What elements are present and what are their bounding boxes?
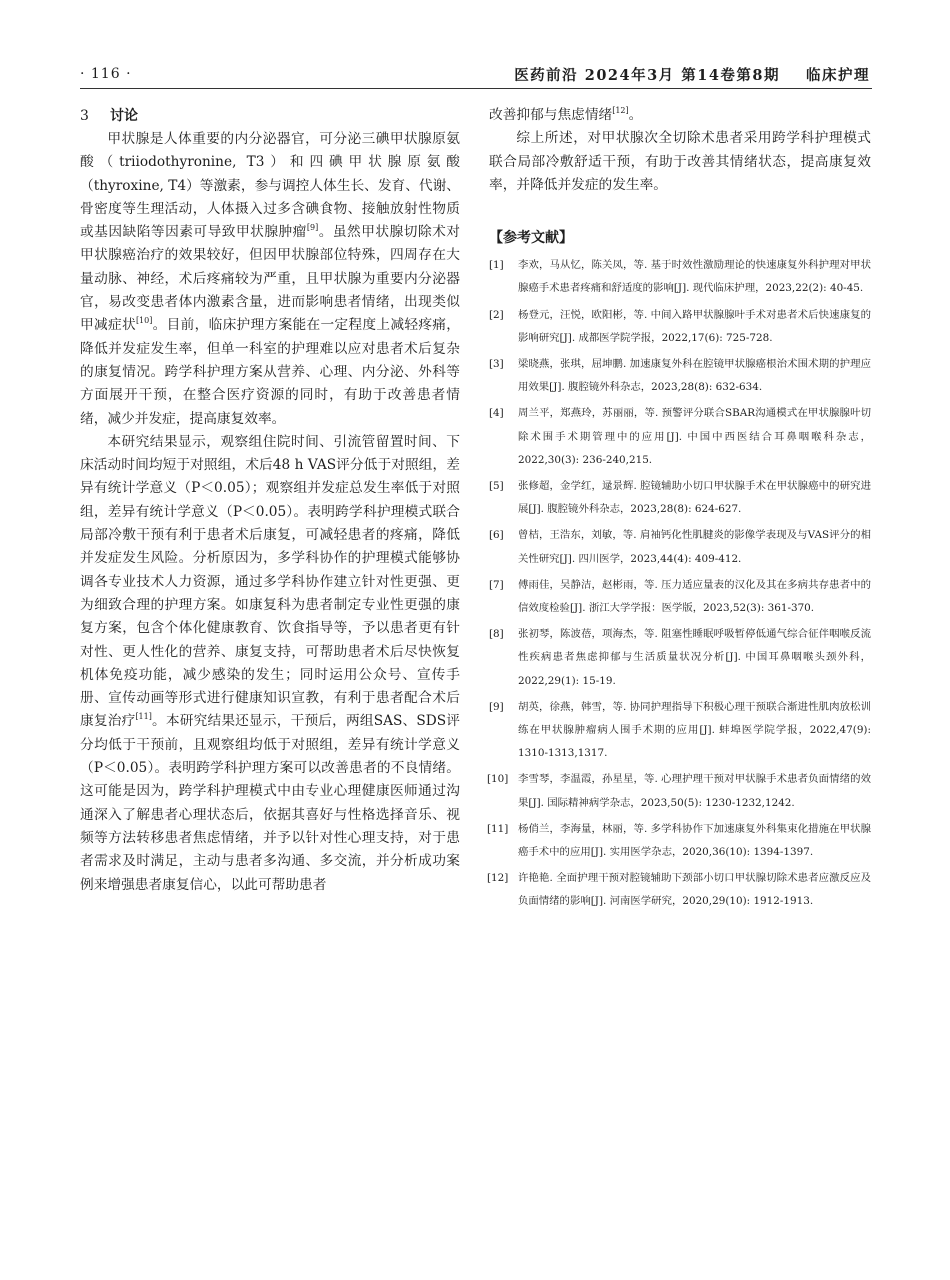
reference-number: [1] bbox=[489, 259, 504, 272]
reference-number: [9] bbox=[489, 700, 504, 713]
paragraph-text: 本研究结果显示，观察组住院时间、引流管留置时间、下床活动时间均短于对照组，术后48 h VAS评分低于对照组，差异有统计学意义（P＜0.05）；观察组并发症总发生率低于对照组，差异有统计学意义（P＜0.05）。表明跨学科护理模式联合局部冷敷干预有利于患者术后康复，可减轻患者的疼痛，降低并发症发生风险。分析原因为，多学科协作的护理模式能够协调各专业技术人力资源，通过多学科协作建立针对性更强、更为细致合理的护理方案。如康复科为患者制定专业性更强的康复方案，包含个体化健康教育、饮食指导等，予以患者更有针对性、更人性化的营养、康复支持，可帮助患者术后尽快恢复机体免疫功能，减少感染的发生；同时运用公众号、宣传手册、宣传动画等形式进行健康知识宣教，有利于患者配合术后康复治疗 bbox=[80, 433, 460, 730]
reference-text: 杨俏兰，李海量，林丽，等. 多学科协作下加速康复外科集束化措施在甲状腺癌手术中的应用[J]. 实用医学杂志，2020,36(10): 1394-1397. bbox=[518, 822, 871, 859]
section-heading bbox=[80, 104, 460, 128]
reference-number: [10] bbox=[487, 773, 509, 786]
reference-text: 周兰平，郑燕玲，苏丽丽，等. 预警评分联合SBAR沟通模式在甲状腺腺叶切除术围手术期管理中的应用[J]. 中国中西医结合耳鼻咽喉科杂志，2022,30(3): 236-240,215. bbox=[518, 407, 871, 466]
reference-number: [7] bbox=[489, 578, 504, 591]
reference-item bbox=[489, 696, 871, 766]
paragraph-2 bbox=[80, 431, 460, 897]
reference-number: [6] bbox=[489, 529, 504, 542]
reference-text: 杨登元，汪悦，欧阳彬，等. 中间入路甲状腺腺叶手术对患者术后快速康复的影响研究[J]. 成都医学院学报，2022,17(6): 725-728. bbox=[518, 308, 871, 344]
journal-info bbox=[514, 64, 870, 85]
reference-item bbox=[489, 574, 871, 620]
references-heading: 【参考文献】 bbox=[489, 230, 573, 247]
conclusion-paragraph: 综上所述，对甲状腺次全切除术患者采用跨学科护理模式联合局部冷敷舒适干预，有助于改善其情绪状态，提高康复效率，并降低并发症的发生率。 bbox=[489, 130, 871, 193]
reference-text: 曾桔，王浩东，刘敏，等. 肩袖钙化性肌腱炎的影像学表现及与VAS评分的相关性研究[J]. 四川医学，2023,44(4): 409-412. bbox=[518, 529, 871, 565]
journal-issue: 医药前沿 2024年3月 第14卷第8期 bbox=[514, 67, 780, 84]
reference-text: 张修超，金学红，逯景辉. 腔镜辅助小切口甲状腺手术在甲状腺癌中的研究进展[J]. 腹腔镜外科杂志，2023,28(8): 624-627. bbox=[518, 480, 871, 516]
reference-item bbox=[489, 524, 871, 570]
reference-item bbox=[489, 623, 871, 693]
left-column bbox=[80, 104, 460, 897]
reference-item bbox=[489, 353, 871, 399]
section-number: 3 bbox=[80, 108, 89, 124]
reference-text: 张初琴，陈波蓓，项海杰，等. 阻塞性睡眠呼吸暂停低通气综合征伴咽喉反流性疾病患者焦虑抑郁与生活质量状况分析[J]. 中国耳鼻咽喉头颈外科，2022,29(1): 15-19. bbox=[518, 628, 871, 687]
citation: [12] bbox=[612, 106, 629, 115]
reference-number: [2] bbox=[489, 308, 504, 321]
right-column bbox=[489, 104, 871, 917]
reference-text: 李雪琴，李温霞，孙星星，等. 心理护理干预对甲状腺手术患者负面情绪的效果[J]. 国际精神病学杂志，2023,50(5): 1230-1232,1242. bbox=[518, 773, 871, 809]
reference-text: 胡英，徐燕，韩雪，等. 协同护理指导下积极心理干预联合渐进性肌肉放松训练在甲状腺肿瘤病人围手术期的应用[J]. 蚌埠医学院学报，2022,47(9): 1310-1313,1317. bbox=[518, 700, 871, 760]
reference-text: 傅雨佳，吴静洁，赵彬雨，等. 压力适应量表的汉化及其在多病共存患者中的信效度检验[J]. 浙江大学学报：医学版，2023,52(3): 361-370. bbox=[518, 578, 871, 615]
reference-number: [5] bbox=[489, 480, 504, 493]
reference-item bbox=[489, 768, 871, 814]
reference-item bbox=[489, 818, 871, 864]
paragraph-text: 。虽然甲状腺切除术对甲状腺癌治疗的效果较好，但因甲状腺部位特殊，四周存在大量动脉、神经，术后疼痛较为严重，且甲状腺为重要内分泌器官，易改变患者体内激素含量，进而影响患者情绪，出现类似甲减症状 bbox=[80, 224, 460, 334]
paragraph-1 bbox=[80, 128, 460, 431]
reference-text: 李欢，马从忆，陈关凤，等. 基于时效性激励理论的快速康复外科护理对甲状腺癌手术患者疼痛和舒适度的影响[J]. 现代临床护理，2023,22(2): 40-45. bbox=[518, 259, 871, 295]
running-header bbox=[80, 58, 872, 89]
reference-item bbox=[489, 254, 871, 300]
reference-number: [3] bbox=[489, 358, 504, 370]
section-title: 讨论 bbox=[110, 108, 138, 124]
journal-section: 临床护理 bbox=[806, 67, 870, 84]
paragraph-text: 甲状腺是人体重要的内分泌器官，可分泌三碘甲状腺原氨酸（triiodothyronine, T3）和四碘甲状腺原氨酸（thyroxine, T4）等激素，参与调控人体生长、发育、代谢、骨密度等生理活动，人体摄入过多含碘食物、接触放射性物质或基因缺陷等因素可导致甲状腺肿瘤 bbox=[80, 131, 460, 241]
reference-number: [12] bbox=[487, 872, 509, 885]
reference-item bbox=[489, 867, 871, 913]
reference-item bbox=[489, 304, 871, 350]
reference-text: 许艳艳. 全面护理干预对腔镜辅助下颈部小切口甲状腺切除术患者应激反应及负面情绪的影响[J]. 河南医学研究，2020,29(10): 1912-1913. bbox=[518, 872, 871, 908]
citation: [10] bbox=[135, 316, 153, 326]
paragraph-text: 。目前，临床护理方案能在一定程度上减轻疼痛，降低并发症发生率，但单一科室的护理难以应对患者术后复杂的康复情况。跨学科护理方案从营养、心理、内分泌、外科等方面展开干预，在整合医疗资源的同时，有助于改善患者情绪，减少并发症，提高康复效率。 bbox=[80, 317, 460, 427]
reference-number: [4] bbox=[489, 407, 504, 420]
paragraph-text: 改善抑郁与焦虑情绪 bbox=[489, 107, 613, 123]
paragraph-continued bbox=[489, 104, 871, 127]
paragraph-text: 。本研究结果还显示，干预后，两组SAS、SDS评分均低于干预前，且观察组均低于对照组，差异有统计学意义（P＜0.05）。表明跨学科护理方案可以改善患者的不良情绪。这可能是因为，跨学科护理模式中由专业心理健康医师通过沟通深入了解患者心理状态后，依据其喜好与性格选择音乐、视频等方法转移患者焦虑情绪，并予以针对性心理支持，对于患者需求及时满足，主动与患者多沟通、多交流，并分析成功案例来增强患者康复信心，以此可帮助患者 bbox=[80, 713, 460, 893]
citation: [11] bbox=[135, 712, 152, 722]
reference-item bbox=[489, 475, 871, 521]
paragraph-text: 。 bbox=[628, 107, 643, 123]
reference-item bbox=[489, 402, 871, 472]
citation: [9] bbox=[306, 223, 319, 233]
reference-text: 梁晓燕，张琪，屈坤鹏. 加速康复外科在腔镜甲状腺癌根治术围术期的护理应用效果[J]. 腹腔镜外科杂志，2023,28(8): 632-634. bbox=[518, 358, 871, 394]
reference-number: [11] bbox=[487, 822, 509, 835]
reference-number: [8] bbox=[489, 628, 504, 641]
page-number: · 116 · bbox=[80, 66, 132, 82]
